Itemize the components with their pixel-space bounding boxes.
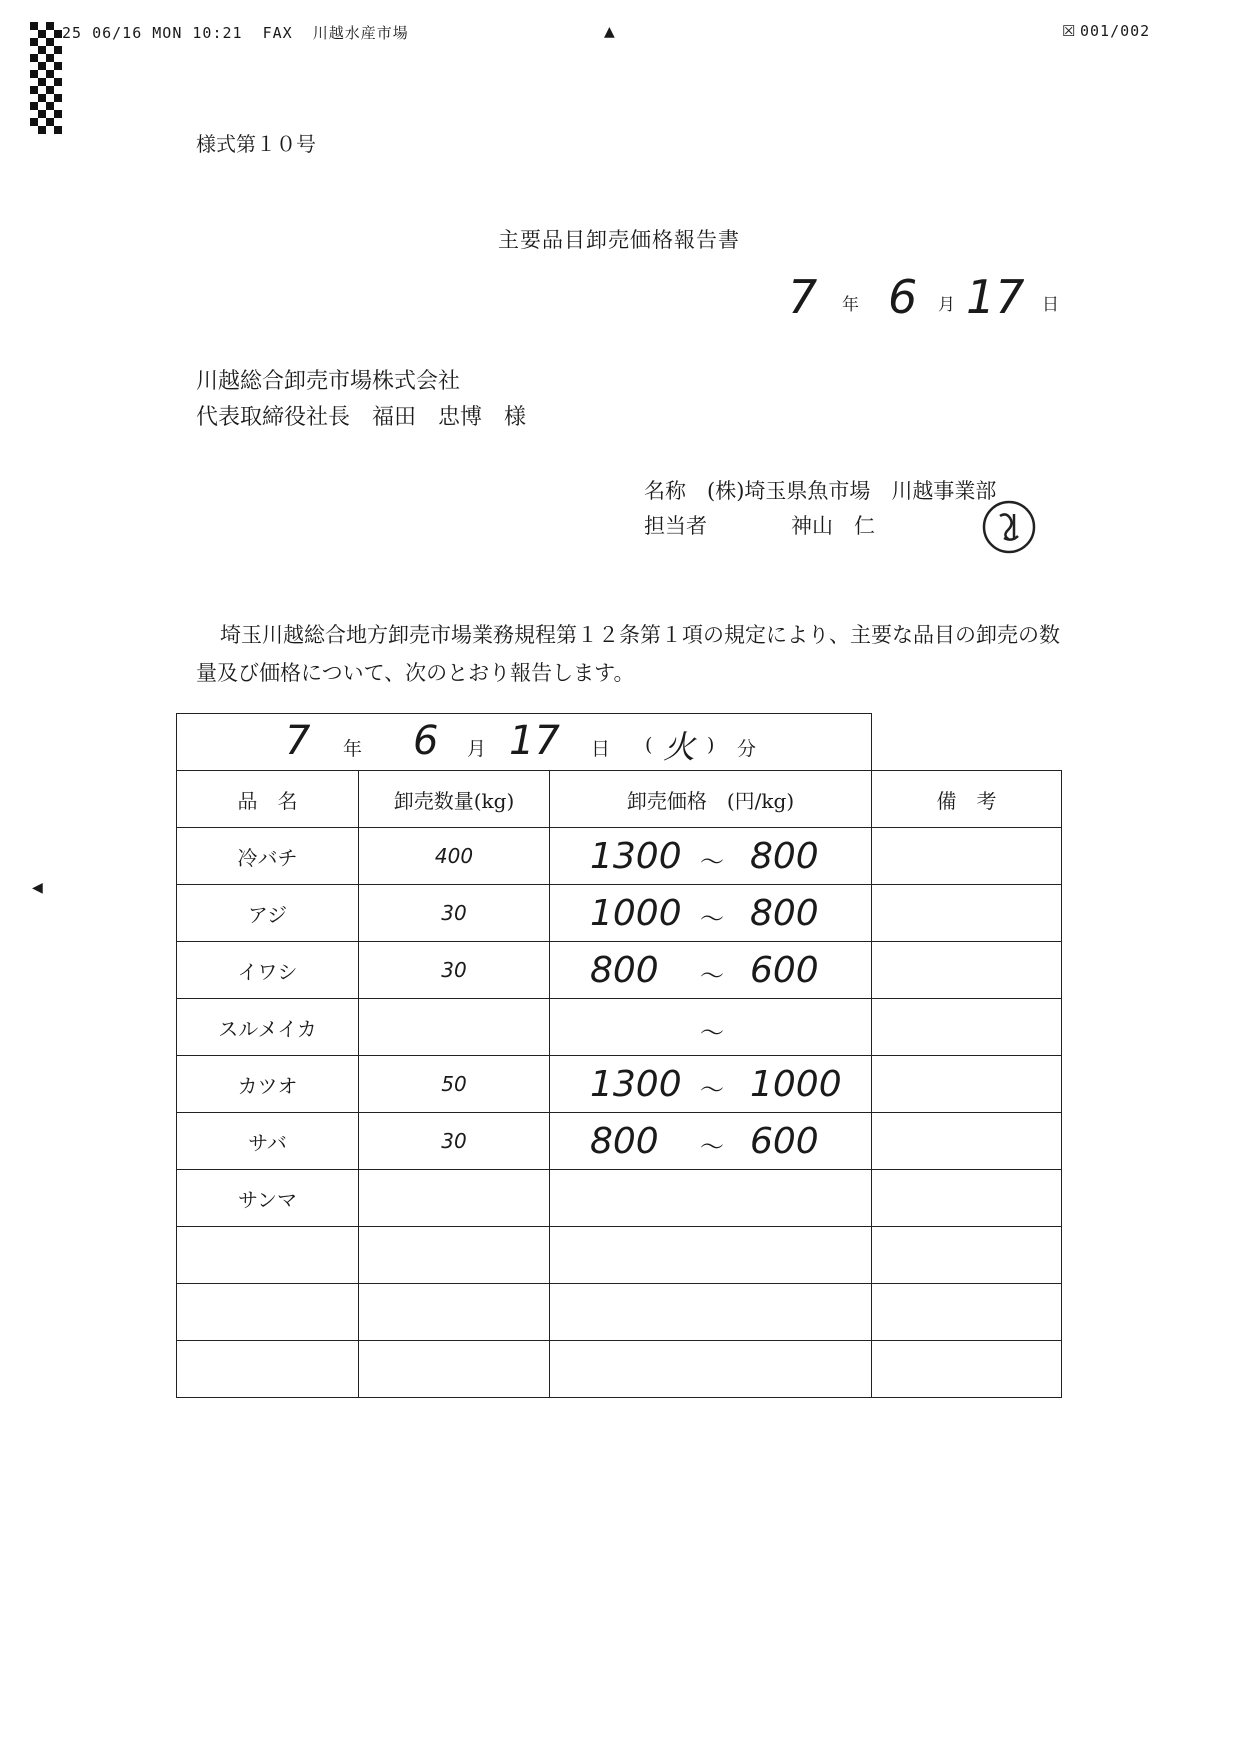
row-price-high: 1000 (590, 893, 682, 934)
document-title: 主要品目卸売価格報告書 (498, 228, 740, 252)
table-row (177, 1056, 1062, 1113)
row-price-sep: ～ (700, 1076, 724, 1104)
row-price-high: 800 (590, 1121, 659, 1162)
table-header-row (177, 771, 1062, 828)
header-item: 品 名 (177, 771, 359, 828)
row-price-low: 800 (750, 836, 819, 877)
date-month: 6 (888, 270, 918, 324)
addressee-recipient: 代表取締役社長 福田 忠博 様 (196, 405, 527, 430)
header-quantity: 卸売数量(kg) (359, 771, 550, 828)
row-notes (872, 1170, 1062, 1227)
date-month-unit: 月 (938, 295, 955, 315)
date-year-unit: 年 (842, 295, 859, 315)
body-text: 埼玉川越総合地方卸売市場業務規程第１２条第１項の規定により、主要な品目の卸売の数量及び価格について、次のとおり報告します。 (196, 623, 1060, 685)
row-price-sep: ～ (700, 848, 724, 876)
table-date-weekday: 火 (663, 728, 696, 766)
table-date-month: 6 (413, 718, 439, 764)
row-quantity: 30 (359, 1113, 550, 1170)
table-date-blank (872, 714, 1062, 771)
row-price (550, 885, 872, 942)
sender-name: 名称 (株)埼玉県魚市場 川越事業部 (644, 479, 997, 503)
row-price-sep: ～ (700, 1019, 724, 1047)
row-price (550, 1284, 872, 1341)
row-price-sep: ～ (700, 962, 724, 990)
header-notes: 備 考 (872, 771, 1062, 828)
row-item (177, 1341, 359, 1398)
report-date (770, 262, 1090, 332)
row-quantity (359, 1227, 550, 1284)
row-notes (872, 1056, 1062, 1113)
row-notes (872, 1227, 1062, 1284)
header-price: 卸売価格 (円/kg) (550, 771, 872, 828)
price-report-table (176, 713, 1062, 1398)
row-price (550, 1227, 872, 1284)
date-day-unit: 日 (1042, 295, 1059, 315)
table-date-paren-close: ) (707, 734, 715, 756)
table-date-month-unit: 月 (467, 738, 487, 760)
row-price (550, 1341, 872, 1398)
table-body (177, 828, 1062, 1398)
row-item: イワシ (177, 942, 359, 999)
row-item: 冷バチ (177, 828, 359, 885)
date-day: 17 (966, 270, 1025, 324)
row-quantity: 50 (359, 1056, 550, 1113)
row-quantity (359, 999, 550, 1056)
row-item (177, 1284, 359, 1341)
row-quantity (359, 1284, 550, 1341)
row-price-sep: ～ (700, 1133, 724, 1161)
table-date-year: 7 (285, 718, 311, 764)
row-item (177, 1227, 359, 1284)
table-date-day: 17 (509, 718, 560, 764)
row-item: スルメイカ (177, 999, 359, 1056)
row-item: サバ (177, 1113, 359, 1170)
row-notes (872, 1341, 1062, 1398)
row-price-high: 1300 (590, 836, 682, 877)
table-row (177, 1170, 1062, 1227)
fax-header: 25 06/16 MON 10:21 FAX 川越水産市場 (62, 24, 409, 42)
row-price (550, 999, 872, 1056)
row-price (550, 828, 872, 885)
seal-stamp-icon (980, 498, 1038, 556)
table-row (177, 999, 1062, 1056)
row-price-low: 1000 (750, 1064, 842, 1105)
table-row (177, 1113, 1062, 1170)
fax-page-number: 001/002 (1080, 22, 1151, 40)
row-price-high: 1300 (590, 1064, 682, 1105)
addressee-company: 川越総合卸売市場株式会社 (196, 369, 461, 394)
row-item: サンマ (177, 1170, 359, 1227)
table-row (177, 942, 1062, 999)
table-date-cell (177, 714, 872, 771)
table-date-paren-open: ( (645, 734, 653, 756)
table-row (177, 1341, 1062, 1398)
table-row (177, 1227, 1062, 1284)
table-row (177, 828, 1062, 885)
row-quantity: 400 (359, 828, 550, 885)
row-price-low: 600 (750, 1121, 819, 1162)
table-date-year-unit: 年 (343, 738, 363, 760)
row-price-high: 800 (590, 950, 659, 991)
row-notes (872, 999, 1062, 1056)
row-quantity (359, 1170, 550, 1227)
row-price (550, 1056, 872, 1113)
row-price (550, 1170, 872, 1227)
row-quantity: 30 (359, 885, 550, 942)
table-row (177, 885, 1062, 942)
row-quantity (359, 1341, 550, 1398)
row-notes (872, 885, 1062, 942)
row-notes (872, 828, 1062, 885)
table-date-day-unit: 日 (591, 738, 611, 760)
table-row (177, 1284, 1062, 1341)
row-price-low: 800 (750, 893, 819, 934)
row-notes (872, 1284, 1062, 1341)
triangle-up-icon: ▲ (604, 24, 615, 40)
row-quantity: 30 (359, 942, 550, 999)
form-number: 様式第１０号 (196, 132, 316, 156)
row-notes (872, 942, 1062, 999)
triangle-left-icon: ◀ (32, 880, 43, 896)
table-date-row (177, 714, 1062, 771)
row-price (550, 942, 872, 999)
row-price-low: 600 (750, 950, 819, 991)
row-notes (872, 1113, 1062, 1170)
row-price (550, 1113, 872, 1170)
row-price-sep: ～ (700, 905, 724, 933)
table-date-suffix: 分 (737, 738, 757, 760)
fax-page-icon: ☒ (1062, 22, 1076, 40)
row-item: カツオ (177, 1056, 359, 1113)
date-year: 7 (788, 270, 818, 324)
fax-checker-mark (30, 22, 62, 142)
sender-contact: 担当者 神山 仁 (644, 514, 875, 538)
row-item: アジ (177, 885, 359, 942)
